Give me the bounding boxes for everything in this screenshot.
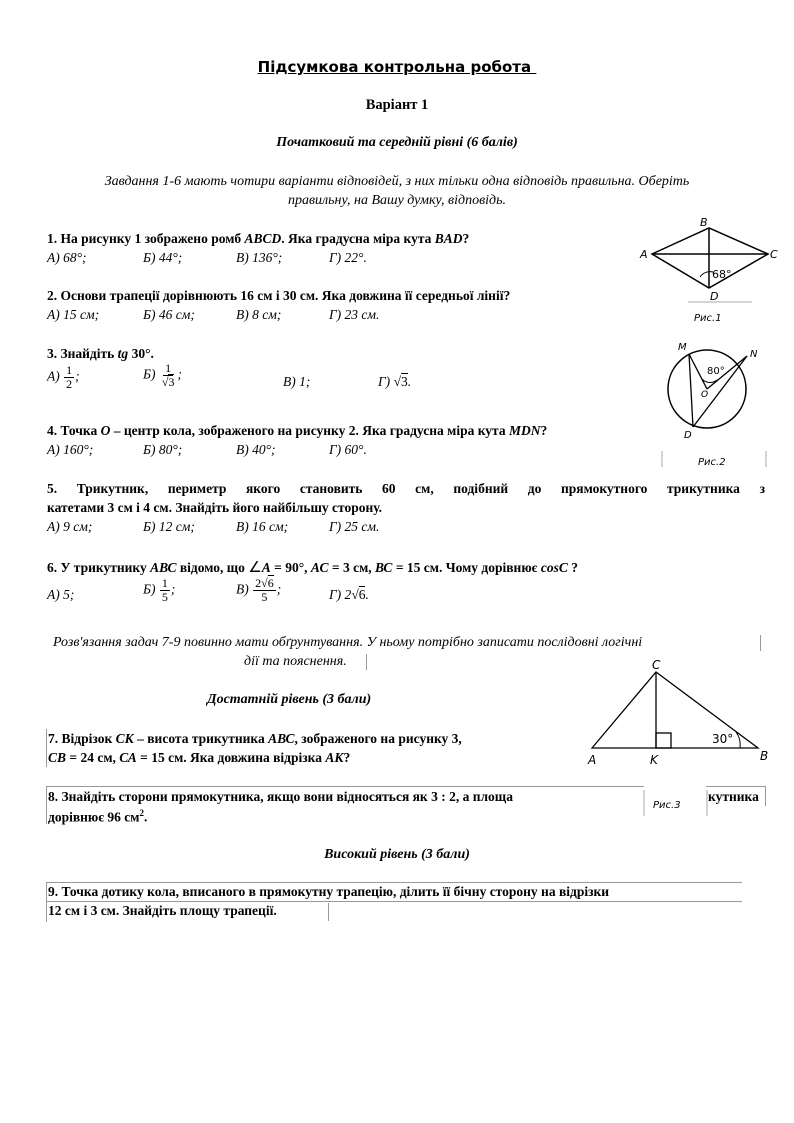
q3-option-v[interactable]: В) 1; [283,374,311,389]
q2-option-g[interactable]: Г) 23 см. [329,307,380,322]
figure-3-caption: Рис.3 [653,800,681,811]
q6-option-g[interactable]: Г) 2√6. [329,587,369,602]
radius-om [689,354,707,389]
solution-note-line-2: дії та пояснення. [244,654,347,669]
q6-option-b[interactable]: Б) $\frac{1}{5}$ ; [143,576,176,604]
figure-2-caption: Рис.2 [698,457,726,468]
angle-label: 80° [707,366,725,377]
question-6-text: 6. У трикутнику АВС відомо, що ∠А = 90°, АС = 3 см, ВС = 15 см. Чому дорівнює cosC ? [47,558,578,576]
question-8-line-2: дорівнює 96 $см^2$. [48,808,148,825]
label-a: A [640,248,648,261]
q6-option-a[interactable]: А) 5; [47,587,75,602]
label-b: B [760,749,769,763]
q2-option-v[interactable]: В) 8 см; [236,307,282,322]
figure-3-triangle [580,656,776,818]
angle-label: 68° [712,268,732,281]
note-bracket-2 [366,654,367,670]
question-9-line-1: 9. Точка дотику кола, вписаного в прямокутну трапецію, ділить її бічну сторону на відрізки [48,884,610,899]
question-3-text: 3. Знайдіть tg 30°. [47,346,154,361]
q9-left-border [46,882,47,922]
question-9-line-2: 12 см і 3 см. Знайдіть площу трапеції. [48,903,277,918]
q9-top-border [46,882,742,883]
q8-left-border [46,786,47,824]
q5-option-b[interactable]: Б) 12 см; [143,519,195,534]
level-3-heading: Високий рівень (3 бали) [324,847,470,862]
q7-bracket [46,729,47,767]
q6-option-v[interactable]: В) $\frac{2√6}{5}$ ; [236,576,282,604]
angle-label: 30° [712,732,734,746]
label-c: C [652,658,661,672]
label-o: O [701,390,709,400]
q4-option-g[interactable]: Г) 60°. [329,442,367,457]
question-8-line-1a: 8. Знайдіть сторони прямокутника, якщо вони відносяться як 3 : 2, а площа [48,789,513,804]
question-5-line-2: катетами 3 см і 4 см. Знайдіть його найбільшу сторону. [47,500,383,515]
right-angle-marker [656,733,671,748]
figure-2-circle [660,334,768,472]
question-7-line-2: СВ = 24 см, СА = 15 см. Яка довжина відрізка АК? [48,750,351,765]
page-title: Підсумкова контрольна робота [257,58,532,76]
q1-option-g[interactable]: Г) 22°. [329,250,367,265]
q5-option-v[interactable]: В) 16 см; [236,519,289,534]
label-a: A [588,753,597,767]
q9-end-bracket [328,903,329,921]
label-d: D [710,290,719,303]
label-k: K [650,753,658,767]
variant-heading: Варіант 1 [365,97,429,113]
figure-1-rhombus [636,214,782,326]
question-8-line-1b: кутника [708,789,759,804]
q1-option-a[interactable]: А) 68°; [47,250,87,265]
label-d: D [684,430,692,441]
q5-option-g[interactable]: Г) 25 см. [329,519,380,534]
instructions-line-2: правильну, на Вашу думку, відповідь. [287,193,507,208]
q3-option-g[interactable]: Г) √3. [378,374,412,389]
label-c: C [770,248,778,261]
solution-note-line-1: Розв'язання задач 7-9 повинно мати обґрунтування. У ньому потрібно записати послідовні логічні [53,635,643,650]
note-bracket [760,635,761,651]
q2-option-a[interactable]: А) 15 см; [47,307,100,322]
chord-md [689,354,693,427]
q3-option-a[interactable]: А) $\frac{1}{2}$ ; [47,363,80,391]
question-2-text: 2. Основи трапеції дорівнюють 16 см і 30 см. Яка довжина її середньої лінії? [47,288,511,303]
q2-option-b[interactable]: Б) 46 см; [143,307,195,322]
angle-arc [702,379,717,382]
question-7-line-1: 7. Відрізок СК – висота трикутника АВС, зображеного на рисунку 3, [48,731,462,746]
q4-option-b[interactable]: Б) 80°; [143,442,183,457]
label-n: N [750,349,758,360]
rhombus-shape [652,228,768,288]
q1-option-v[interactable]: В) 136°; [236,250,283,265]
q4-option-v[interactable]: В) 40°; [236,442,276,457]
level-1-heading: Початковий та середній рівні (6 балів) [276,135,518,150]
instructions-line-1: Завдання 1-6 мають чотири варіанти відповідей, з них тільки одна відповідь правильна. Оберіть [104,174,690,189]
q1-option-b[interactable]: Б) 44°; [143,250,183,265]
q9-mid-border [46,901,742,902]
label-m: M [678,342,687,353]
question-4-text: 4. Точка О – центр кола, зображеного на рисунку 2. Яка градусна міра кута MDN? [47,423,548,438]
question-5-line-1: 5. Трикутник, периметр якого становить 60 см, подібний до прямокутного трикутника з [47,481,765,496]
level-2-heading: Достатній рівень (3 бали) [207,692,372,707]
label-b: B [700,216,708,229]
q3-option-b[interactable]: Б) $\frac{1}{√3}$ ; [143,361,182,389]
figure-1-caption: Рис.1 [694,313,722,324]
question-1-text: 1. На рисунку 1 зображено ромб ABCD. Яка градусна міра кута BAD? [47,231,470,246]
q4-option-a[interactable]: А) 160°; [47,442,94,457]
q5-option-a[interactable]: А) 9 см; [47,519,93,534]
